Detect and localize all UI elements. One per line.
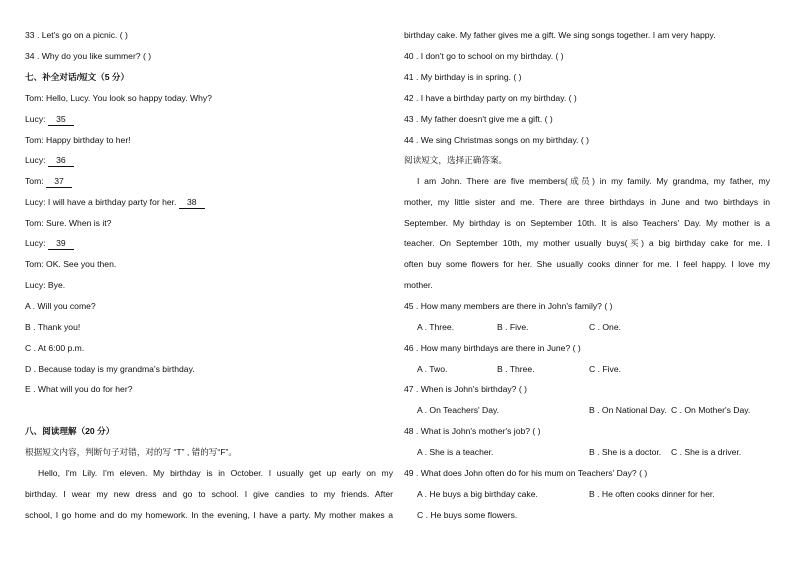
- option[interactable]: A . He buys a big birthday cake.: [417, 489, 538, 499]
- section-7-title: 七、补全对话/短文（5 分）: [25, 72, 130, 82]
- dialog-line: Tom: Sure. When is it?: [25, 218, 112, 228]
- passage-line: birthday. I wear my new dress and go to school. I give candies to my friends. After: [25, 489, 393, 499]
- question-48: 48 . What is John's mother's job? ( ): [404, 426, 541, 436]
- passage-line: Hello, I'm Lily. I'm eleven. My birthday is in October. I usually get up early on my: [38, 468, 393, 478]
- question-44: 44 . We sing Christmas songs on my birthday. ( ): [404, 135, 589, 145]
- option[interactable]: C . Five.: [589, 364, 621, 374]
- option-row: [417, 510, 517, 521]
- question-43: 43 . My father doesn't give me a gift. ( ): [404, 114, 553, 124]
- passage-line: often buy some flowers for her. She usually cooks dinner for me. I feel happy. I love my: [404, 259, 770, 269]
- option[interactable]: C . She is a driver.: [671, 447, 742, 457]
- passage-line: teacher. On September 10th, my mother usually buys(买) a big birthday cake for me. I: [404, 238, 770, 248]
- option[interactable]: B . She is a doctor.: [589, 447, 662, 457]
- answer-blank-36[interactable]: 36: [48, 155, 74, 167]
- option-row: [417, 322, 621, 333]
- dialog-line: Lucy: 36: [25, 155, 74, 167]
- option[interactable]: A . Three.: [417, 322, 455, 332]
- option-row: [417, 447, 741, 458]
- option-b: B . Thank you!: [25, 322, 81, 332]
- passage-line: September. My birthday is on September 10th. It is also Teachers' Day. My mother is a: [404, 218, 770, 228]
- question-42: 42 . I have a birthday party on my birthday. ( ): [404, 93, 577, 103]
- passage-line: birthday cake. My father gives me a gift. We sing songs together. I am very happy.: [404, 30, 716, 40]
- option[interactable]: C . On Mother's Day.: [671, 405, 751, 415]
- option[interactable]: A . Two.: [417, 364, 448, 374]
- option[interactable]: B . Three.: [497, 364, 535, 374]
- tf-instruction: 根据短文内容，判断句子对错，对的写 “T” , 错的写“F”。: [25, 447, 237, 457]
- option[interactable]: A . She is a teacher.: [417, 447, 494, 457]
- question-34: 34 . Why do you like summer? ( ): [25, 51, 152, 61]
- question-49: 49 . What does John often do for his mum on Teachers' Day? ( ): [404, 468, 648, 478]
- answer-blank-38[interactable]: 38: [179, 197, 205, 209]
- option[interactable]: C . One.: [589, 322, 621, 332]
- answer-blank-39[interactable]: 39: [48, 238, 74, 250]
- passage-line: I am John. There are five members(成员) in my family. My grandma, my father, my: [417, 176, 770, 186]
- passage-line: mother.: [404, 280, 433, 290]
- dialog-line: Lucy: I will have a birthday party for her. 38: [25, 197, 205, 209]
- dialog-line: Tom: OK. See you then.: [25, 259, 117, 269]
- mc-instruction: 阅读短文，选择正确答案。: [404, 155, 508, 165]
- question-40: 40 . I don't go to school on my birthday. ( ): [404, 51, 564, 61]
- passage-line: school, I go home and do my homework. In the evening, I have a party. My mother makes a: [25, 510, 393, 520]
- dialog-line: Tom: Happy birthday to her!: [25, 135, 131, 145]
- dialog-line: Tom: Hello, Lucy. You look so happy today. Why?: [25, 93, 212, 103]
- option-d: D . Because today is my grandma's birthday.: [25, 364, 195, 374]
- dialog-line: Lucy: 35: [25, 114, 74, 126]
- passage-line: mother, my little sister and me. There are three birthdays in June and two birthdays in: [404, 197, 770, 207]
- question-47: 47 . When is John's birthday? ( ): [404, 384, 527, 394]
- dialog-line: Lucy: Bye.: [25, 280, 66, 290]
- option[interactable]: B . He often cooks dinner for her.: [589, 489, 715, 499]
- option[interactable]: C . He buys some flowers.: [417, 510, 518, 520]
- question-33: 33 . Let's go on a picnic. ( ): [25, 30, 128, 40]
- option-a: A . Will you come?: [25, 301, 96, 311]
- answer-blank-35[interactable]: 35: [48, 114, 74, 126]
- option[interactable]: B . Five.: [497, 322, 529, 332]
- option-e: E . What will you do for her?: [25, 384, 133, 394]
- option[interactable]: B . On National Day.: [589, 405, 667, 415]
- dialog-line: Tom: 37: [25, 176, 72, 188]
- dialog-line: Lucy: 39: [25, 238, 74, 250]
- option-row: [417, 364, 621, 375]
- option-c: C . At 6:00 p.m.: [25, 343, 85, 353]
- option-row: [417, 489, 715, 500]
- option[interactable]: A . On Teachers' Day.: [417, 405, 500, 415]
- answer-blank-37[interactable]: 37: [46, 176, 72, 188]
- question-45: 45 . How many members are there in John's family? ( ): [404, 301, 613, 311]
- section-8-title: 八、阅读理解（20 分）: [25, 426, 115, 436]
- question-41: 41 . My birthday is in spring. ( ): [404, 72, 522, 82]
- option-row: [417, 405, 750, 416]
- question-46: 46 . How many birthdays are there in June? ( ): [404, 343, 581, 353]
